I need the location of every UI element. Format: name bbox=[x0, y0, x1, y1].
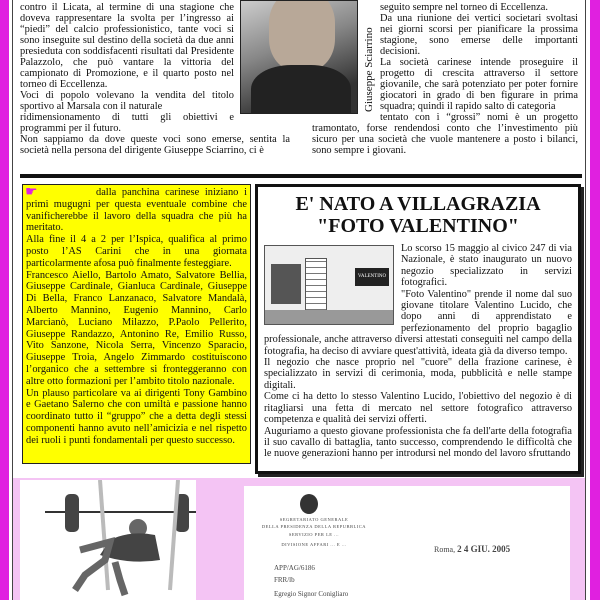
paragraph: contro il Licata, al termine di una stagione che doveva rappresentare la svolta per l’ingresso ai “piedi” del calcio professionistico, tante voci si sono inseguite sul destino della società da due anni presieduta con soddisfacenti risultati dal Presidente Palazzolo, che può vantare la vittoria del campionato di Promozione, e il quarto posto nel torneo di Eccellenza. bbox=[20, 2, 234, 90]
reference-code: FRR/lb bbox=[274, 576, 295, 584]
reference-number: APP/AG/6186 bbox=[274, 564, 315, 572]
right-magenta-border bbox=[590, 0, 600, 600]
paragraph: Francesco Aiello, Bartolo Amato, Salvatore Bellia, Giuseppe Cardinale, Gianluca Cardinale, Giuseppe Di Bella, Franco Lanzanaco, Salvatore Mandalà, Alberto Mannino, Eugenio Mannino, Carlo Marcianò, Luciano Milazzo, P.Paolo Pellerito, Giuseppe Randazzo, Antonino Re, Emilio Russo, Vito Sanzone, Nicola Serra, Vincenzo Sparacio, Giuseppe Troia, Angelo Zimmardo costituiscono l’organico che a settembre si fronteggeranno con altre otto formazioni per l’ambito titolo nazionale. bbox=[26, 269, 247, 387]
article-text bbox=[264, 243, 572, 460]
paragraph: "Foto Valentino" prende il nome dal suo giovane titolare Valentino Lucido, che dopo anni di apprendistato e perfezionamento del proprio bagaglio professionale, anche attraverso diversi attestati conseguiti nel campo della bbox=[264, 288, 572, 346]
paragraph: Come ci ha detto lo stesso Valentino Lucido, l'obiettivo del negozio è di ritagliarsi una fetta di mercato nel settore fotografico attraverso competenza e qualità dei servizi offerti. bbox=[264, 391, 572, 426]
paragraph: Il negozio che nasce proprio nel "cuore" della frazione carinese, è specializzato in servizi di cerimonia, moda, pubblicità e nelle stampe digitali. bbox=[264, 357, 572, 391]
paragraph: ridimensionamento di tutti gli obiettivi e programmi per il futuro. bbox=[20, 112, 234, 134]
frame-line-right bbox=[585, 0, 586, 600]
official-letter-image: SEGRETARIATO GENERALE DELLA PRESIDENZA DELLA REPUBBLICA SERVIZIO PER LE ... DIVISIONE AFFARI ... E ... Roma, 2 4 GIU. 2005 APP/AG/6186 FRR/lb Egregio Signor Conigliaro bbox=[244, 486, 570, 600]
paragraph: Un plauso particolare va ai dirigenti Tony Gambino e Gaetano Salerno che con umiltà e passione hanno coordinato tutto il “gruppo” che a detta degli stessi componenti hanno avuto nell’amicizia e nel rispetto dei ruoli i punti fondamentali per questo successo. bbox=[26, 387, 247, 446]
top-article-col2 bbox=[312, 2, 578, 156]
emblem-seal bbox=[300, 494, 318, 514]
section-divider bbox=[20, 174, 582, 178]
paragraph: fotografia, ha deciso di avviare quest'attività, ideata già da diverso tempo. bbox=[264, 345, 568, 357]
paragraph: Lo scorso 15 maggio al civico 247 di via Nazionale, è stato inaugurato un nuovo negozio specializzato in servizi fotografici. bbox=[401, 243, 572, 289]
paragraph: La società carinese intende proseguire il progetto di crescita attraverso il settore giovanile, che sarà potenziato per poter fornire giocatori in grado di ben figurare in prima squadra; quindi il rapido salto di categoria bbox=[380, 57, 578, 112]
paragraph: Non sappiamo da dove queste voci sono emerse, sentita la società nella persona del dirigente Giuseppe Sciarrino, ci è bbox=[20, 134, 290, 156]
yellow-article-box bbox=[22, 184, 251, 464]
foto-valentino-article bbox=[255, 184, 581, 474]
paragraph: Voci di popolo volevano la vendita del titolo sportivo al Marsala con il naturale bbox=[20, 90, 234, 112]
pointing-hand-icon: ☛ bbox=[25, 185, 38, 200]
paragraph: tentato con i “grossi” nomi è un progetto tramontato, forse rendendosi conto che l’investimento più sicuro per una società che vuole mantenere a posto i bilanci, sono sempre i giovani. bbox=[312, 112, 578, 156]
paragraph: Da una riunione dei vertici societari svoltasi nei giorni scorsi per pianificare la prossima stagione, sono emerse delle importanti decisioni. bbox=[380, 13, 578, 57]
paragraph: dalla panchina carinese iniziano i primi mugugni per questa eventuale combine che vanificherebbe il lavoro della squadra che più ha meritato. bbox=[26, 187, 247, 234]
paragraph: seguito sempre nel torneo di Eccellenza. bbox=[380, 2, 548, 13]
photo-caption: Giuseppe Sciarrino bbox=[363, 27, 375, 112]
shop-sign: VALENTINO bbox=[355, 268, 389, 286]
paragraph: Auguriamo a questo giovane professionista che fa dell'arte della fotografia il suo cavallo di battaglia, tanto successo, comprendendo le difficoltà che le nuove generazioni hanno per introdursi nel mondo del lavoro sfruttando bbox=[264, 425, 572, 460]
left-magenta-border bbox=[0, 0, 9, 600]
letter-date: Roma, 2 4 GIU. 2005 bbox=[434, 544, 511, 554]
salutation: Egregio Signor Conigliaro bbox=[274, 590, 349, 598]
paragraph: Alla fine il 4 a 2 per l’Ispica, qualifica al primo posto l’AS Carini che in una giornata particolarmente afosa può finalmente festeggiare. bbox=[26, 234, 247, 269]
shop-photo bbox=[264, 245, 394, 325]
article-title: E' NATO A VILLAGRAZIA "FOTO VALENTINO" bbox=[295, 193, 541, 237]
bench-press-illustration bbox=[20, 480, 196, 600]
